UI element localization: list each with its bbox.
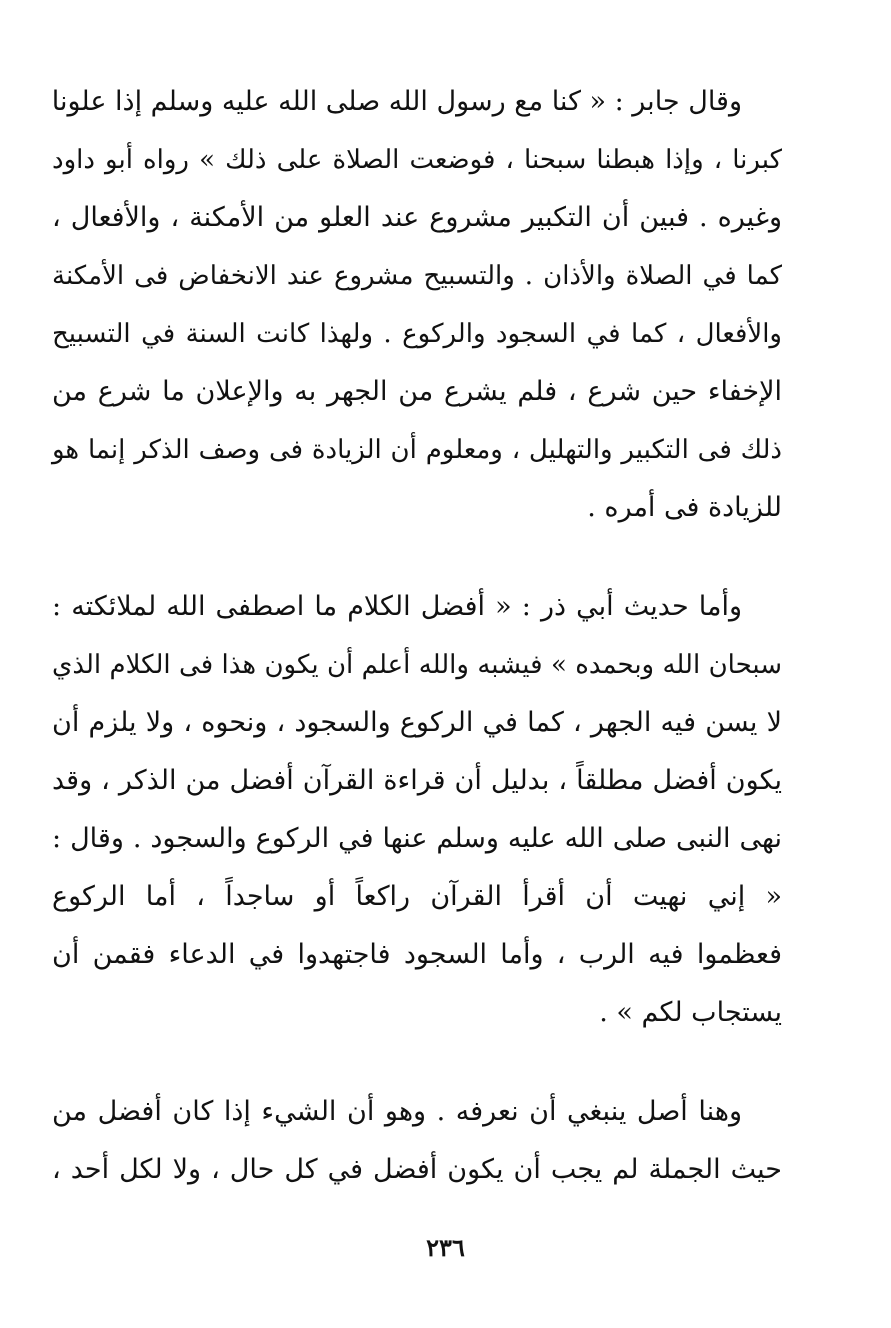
paragraph-1-line-1: وقال جابر : « كنا مع رسول الله صلى الله عليه وسلم إذا علونا	[51, 86, 742, 117]
paragraph-1-line-2: كبرنا ، وإذا هبطنا سبحنا ، فوضعت الصلاة على ذلك » رواه أبو داود	[52, 145, 782, 175]
paragraph-1-line-6: الإخفاء حين شرع ، فلم يشرع من الجهر به والإعلان ما شرع من	[52, 376, 782, 407]
paragraph-1-line-3: وغيره . فبين أن التكبير مشروع عند العلو من الأمكنة ، والأفعال ،	[52, 202, 782, 233]
paragraph-2-line-2: سبحان الله وبحمده » فيشبه والله أعلم أن يكون هذا فى الكلام الذي	[52, 650, 782, 680]
paragraph-1-line-7: ذلك فى التكبير والتهليل ، ومعلوم أن الزيادة فى وصف الذكر إنما هو	[52, 435, 782, 465]
paragraph-2-line-6: « إني نهيت أن أقرأ القرآن راكعاً أو ساجداً ، أما الركوع	[52, 881, 782, 912]
page-number: ٢٣٦	[426, 1233, 465, 1262]
paragraph-2-line-4: يكون أفضل مطلقاً ، بدليل أن قراءة القرآن أفضل من الذكر ، وقد	[52, 765, 782, 796]
paragraph-1-line-8: للزيادة فى أمره .	[587, 492, 782, 523]
paragraph-3-line-1: وهنا أصل ينبغي أن نعرفه . وهو أن الشيء إذا كان أفضل من	[52, 1096, 742, 1127]
paragraph-1-line-4: كما في الصلاة والأذان . والتسبيح مشروع عند الانخفاض فى الأمكنة	[52, 261, 782, 291]
paragraph-2-line-3: لا يسن فيه الجهر ، كما في الركوع والسجود ، ونحوه ، ولا يلزم أن	[52, 707, 782, 738]
paragraph-2-line-1: وأما حديث أبي ذر : « أفضل الكلام ما اصطفى الله لملائكته :	[52, 591, 742, 622]
paragraph-3-line-2: حيث الجملة لم يجب أن يكون أفضل في كل حال ، ولا لكل أحد ،	[52, 1154, 782, 1185]
paragraph-2-line-8: يستجاب لكم » .	[599, 997, 782, 1028]
paragraph-2-line-7: فعظموا فيه الرب ، وأما السجود فاجتهدوا في الدعاء فقمن أن	[52, 939, 782, 970]
paragraph-2-line-5: نهى النبى صلى الله عليه وسلم عنها في الركوع والسجود . وقال :	[52, 823, 782, 854]
paragraph-1-line-5: والأفعال ، كما في السجود والركوع . ولهذا كانت السنة في التسبيح	[52, 319, 782, 349]
